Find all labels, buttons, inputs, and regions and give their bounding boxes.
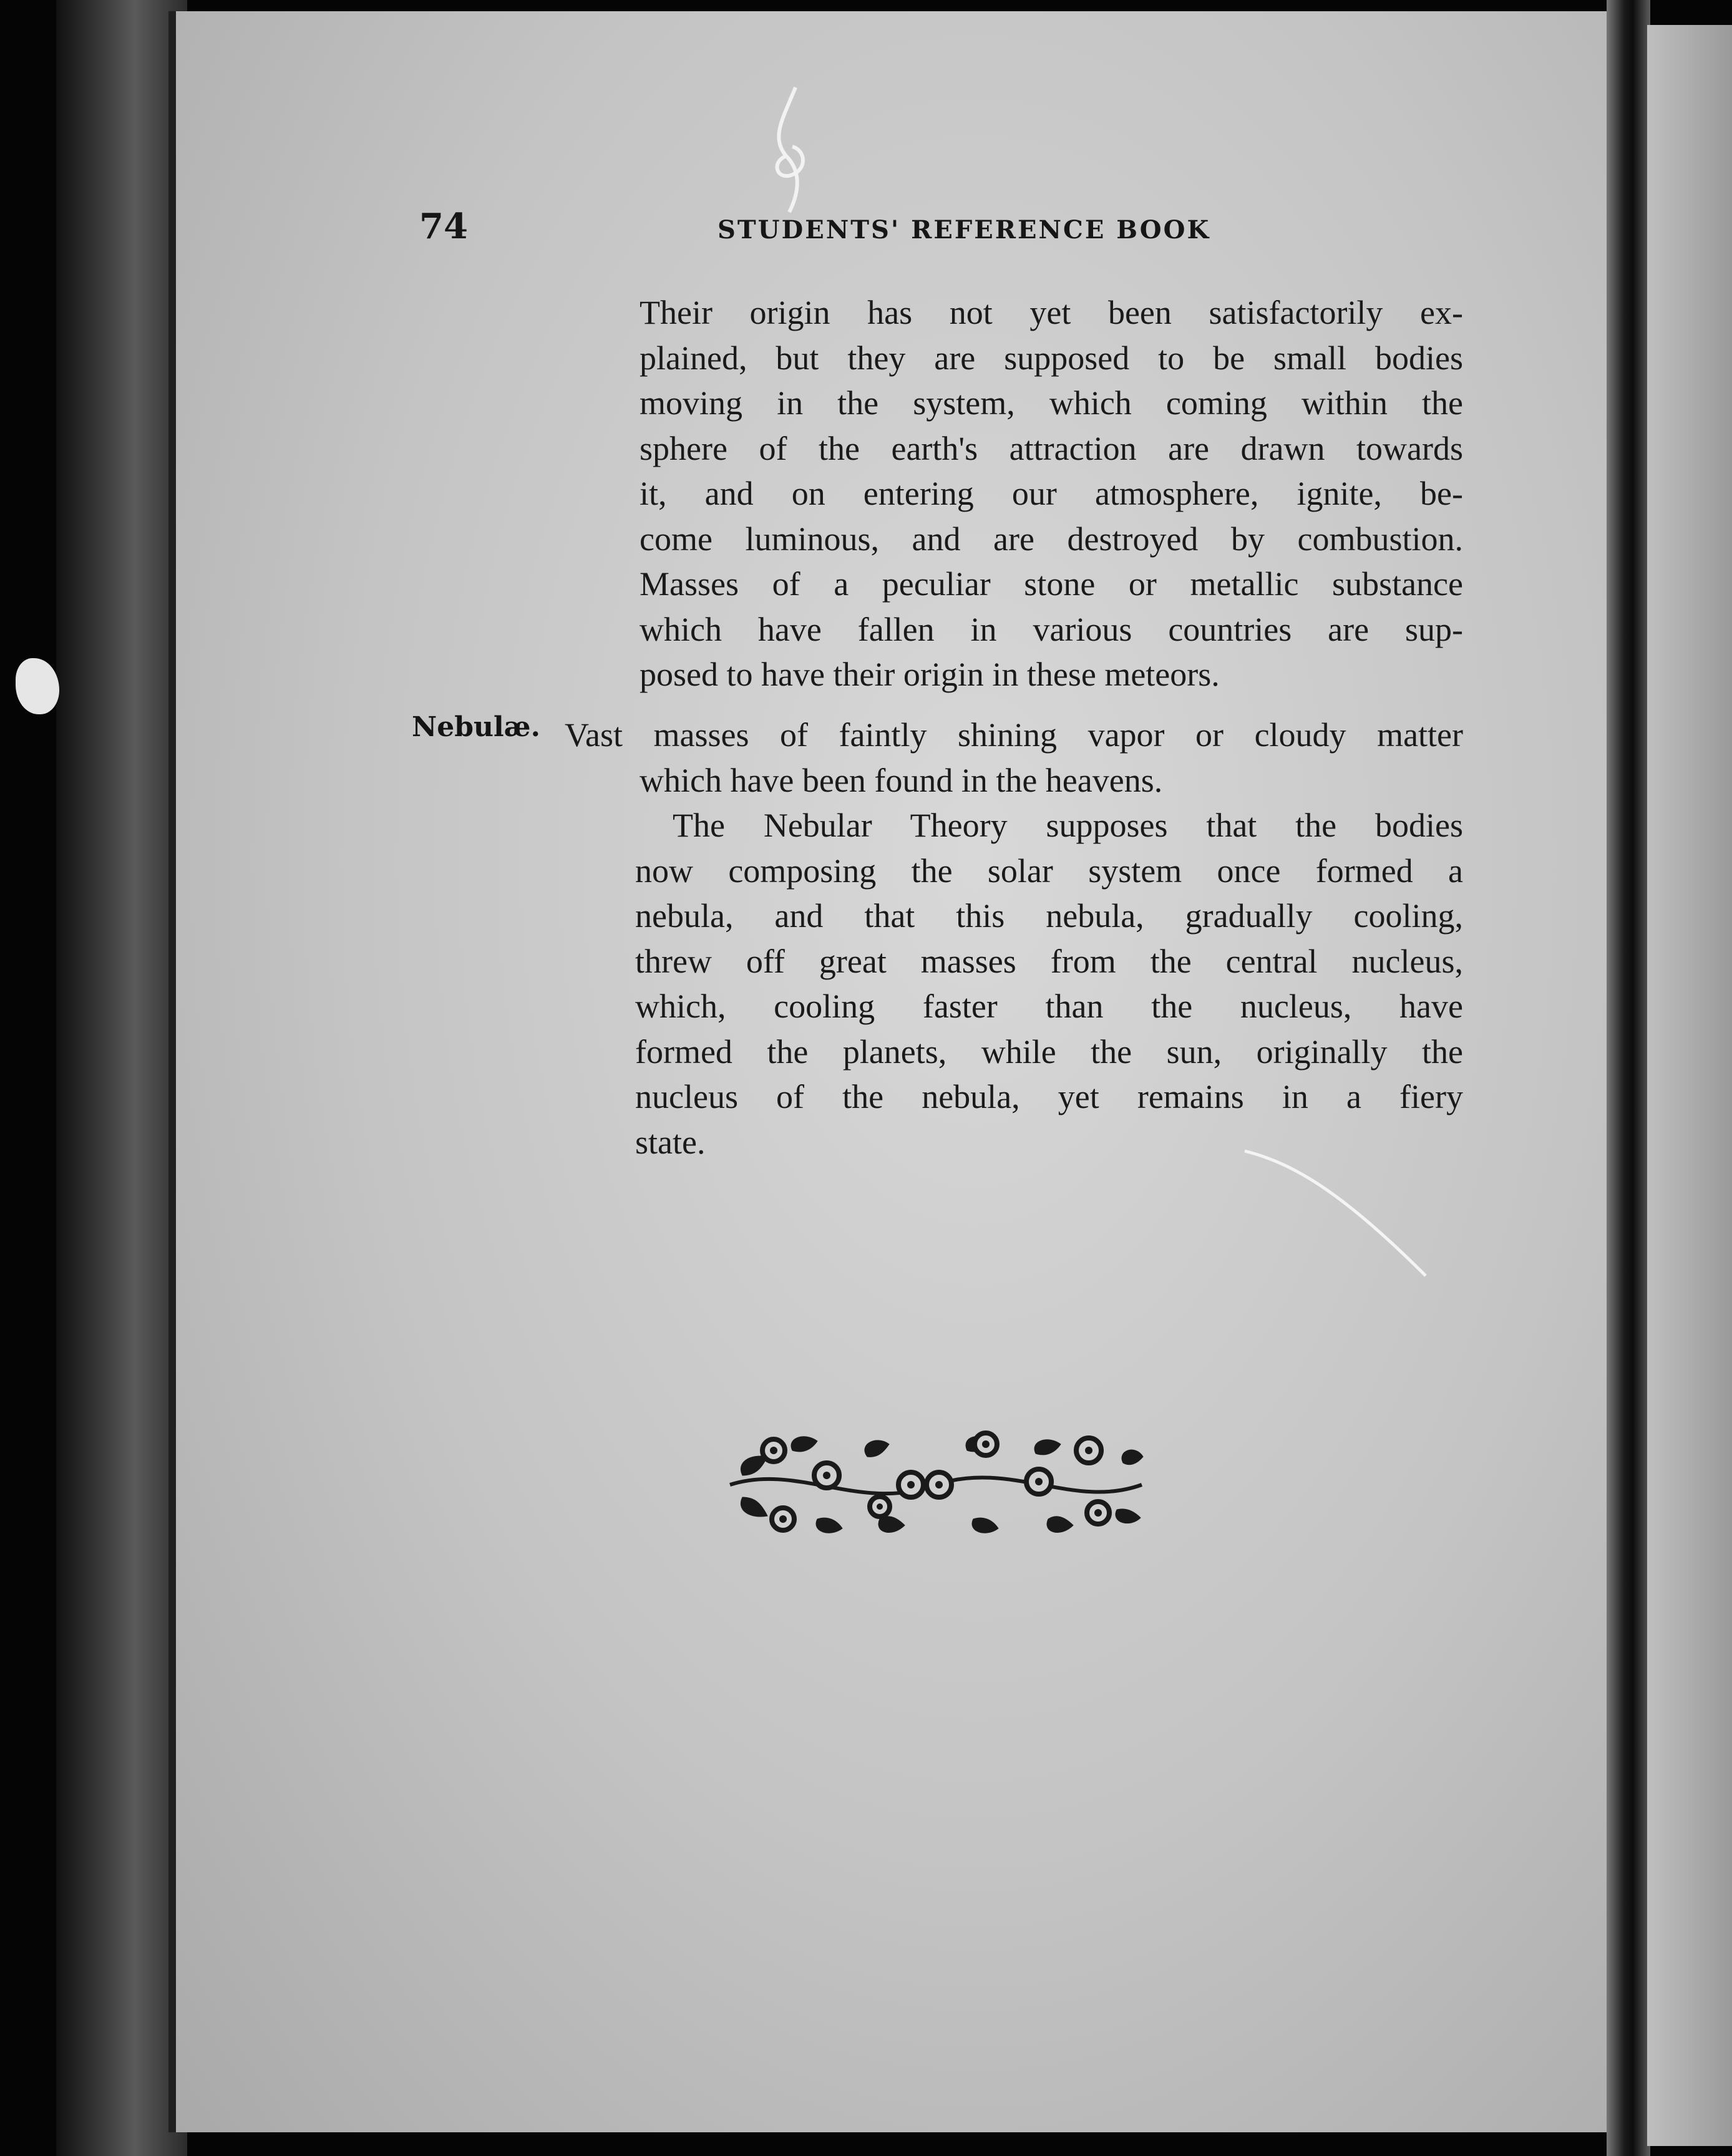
text-line: which have been found in the heavens. xyxy=(640,761,1163,799)
scan-scratch xyxy=(1238,1145,1438,1282)
text-line: formed the planets, while the sun, originally the xyxy=(635,1032,1463,1071)
text-line: plained, but they are supposed to be small bodies xyxy=(640,339,1463,377)
book-cover-edge xyxy=(56,0,187,2156)
text-line: which, cooling faster than the nucleus, have xyxy=(635,988,1463,1025)
text-line: sphere of the earth's attraction are drawn towards xyxy=(640,429,1463,467)
text-line: Their origin has not yet been satisfactorily ex- xyxy=(640,294,1463,331)
book-gutter xyxy=(1607,0,1650,2156)
text-line: Masses of a peculiar stone or metallic substance xyxy=(640,565,1463,603)
text-line: threw off great masses from the central nucleus, xyxy=(635,942,1463,980)
text-line: The Nebular Theory supposes that the bodies xyxy=(673,807,1463,844)
text-line: state. xyxy=(635,1123,706,1161)
meteors-paragraph xyxy=(640,290,1463,697)
text-line: now composing the solar system once formed a xyxy=(635,852,1463,890)
text-line: posed to have their origin in these meteors. xyxy=(640,656,1220,693)
text-line: nucleus of the nebula, yet remains in a fiery xyxy=(635,1078,1463,1115)
nebulae-side-heading: Nebulæ. xyxy=(412,711,540,743)
nebular-theory-paragraph xyxy=(635,803,1463,1165)
text-line: it, and on entering our atmosphere, ignite, be- xyxy=(640,475,1463,512)
floral-vine-ornament-icon xyxy=(724,1425,1148,1541)
text-line: which have fallen in various countries are sup- xyxy=(640,610,1463,648)
running-head: STUDENTS' REFERENCE BOOK xyxy=(718,215,1211,245)
text-line: Vast masses of faintly shining vapor or cloudy matter xyxy=(565,716,1463,754)
text-line: moving in the system, which coming within the xyxy=(640,384,1463,422)
text-line: come luminous, and are destroyed by combustion. xyxy=(640,520,1463,558)
pencil-scribble-icon xyxy=(758,81,827,218)
facing-page-edge xyxy=(1647,25,1732,2146)
text-line: nebula, and that this nebula, gradually cooling, xyxy=(635,897,1463,935)
page-number: 74 xyxy=(419,206,468,247)
nebulae-definition xyxy=(565,712,1463,803)
